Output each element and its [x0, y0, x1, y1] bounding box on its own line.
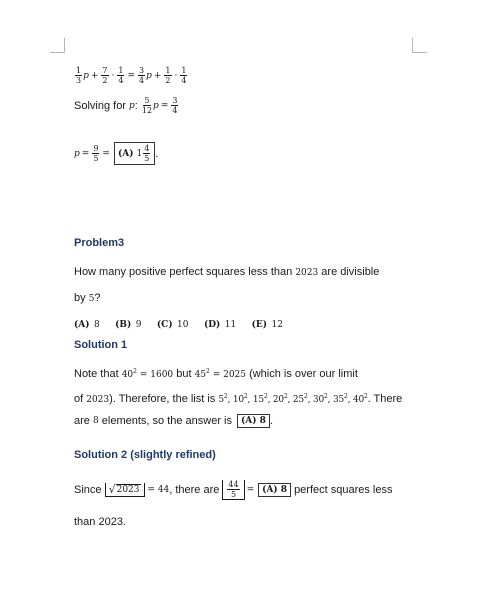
- floor-expression: [105, 483, 145, 497]
- math-expression: $40^2 = 1600$: [121, 368, 174, 380]
- choice-e: (E) 12: [251, 320, 283, 330]
- square-root: √ 2023: [108, 483, 140, 496]
- variable: p: [83, 70, 89, 81]
- equation-line-2: Solving for p : $\frac{5}{12}$ p = $\frac{3}{4}$: [74, 96, 178, 115]
- operator: +: [90, 70, 99, 81]
- equation-line-1: [74, 66, 188, 85]
- operator: ·: [111, 70, 115, 81]
- problem-heading: Problem3: [74, 237, 125, 249]
- floor-expression: [222, 480, 244, 500]
- fraction: $\frac{9}{5}$: [93, 144, 99, 163]
- fraction: $\frac{1}{4}$: [181, 66, 187, 85]
- fraction: $\frac{1}{3}$: [76, 66, 82, 85]
- problem-text-line-2: by 5?: [74, 292, 101, 304]
- choice-b: (B) 9: [115, 320, 142, 330]
- solution-1-heading: Solution 1: [74, 339, 128, 351]
- operator: +: [153, 70, 162, 81]
- boxed-answer: (A) 1 $\frac{4}{5}$: [114, 142, 155, 165]
- fraction: $\frac{1}{2}$: [165, 66, 171, 85]
- page-corner-mark-right: [412, 38, 427, 53]
- choice-a: (A) 8: [74, 320, 100, 330]
- fraction: $\frac{7}{2}$: [102, 66, 108, 85]
- fraction: $\frac{3}{4}$: [139, 66, 145, 85]
- solution-1-line-1: Note that $40^2 = 1600$ but $45^2 = 2025$ (which is over our limit: [74, 368, 358, 380]
- fraction: $\frac{3}{4}$: [172, 96, 178, 115]
- solution-1-line-3: are 8 elements, so the answer is (A) 8 .: [74, 415, 274, 427]
- fraction: $\frac{5}{12}$: [141, 96, 153, 115]
- math-expression: $45^2 = 2025$: [194, 368, 247, 380]
- variable: p: [146, 70, 152, 81]
- page-corner-mark-left: [50, 38, 65, 53]
- solution-2-line-2: than 2023.: [74, 516, 126, 528]
- choice-c: (C) 10: [156, 320, 189, 330]
- solution-2-line-1: Since √ 2023 = 44 , there are $\frac{44}{5}$ = (A) 8 perfect squares less: [74, 480, 393, 499]
- operator: ·: [174, 70, 178, 81]
- problem-text-line-1: How many positive perfect squares less than 2023 are divisible: [74, 266, 380, 278]
- equation-line-3: p = $\frac{9}{5}$ = (A) 1 $\frac{4}{5}$ .: [74, 144, 159, 163]
- boxed-answer: (A) 8: [258, 483, 291, 497]
- operator: =: [127, 70, 136, 81]
- solution-1-line-2: of 2023). Therefore, the list is $5^2$, $10^2$, $15^2$, $20^2$, $25^2$, $30^2$, $35^2$, $40^2$. There: [74, 393, 403, 405]
- answer-choices: [74, 314, 294, 332]
- solution-2-heading: Solution 2 (slightly refined): [74, 449, 216, 461]
- choice-d: (D) 11: [203, 320, 237, 330]
- fraction: $\frac{1}{4}$: [118, 66, 124, 85]
- fraction: $\frac{4}{5}$: [144, 144, 150, 163]
- fraction: $\frac{44}{5}$: [228, 480, 239, 499]
- boxed-answer: (A) 8: [237, 414, 270, 428]
- squares-list: $5^2$, $10^2$, $15^2$, $20^2$, $25^2$, $30^2$, $35^2$, $40^2$: [218, 393, 368, 405]
